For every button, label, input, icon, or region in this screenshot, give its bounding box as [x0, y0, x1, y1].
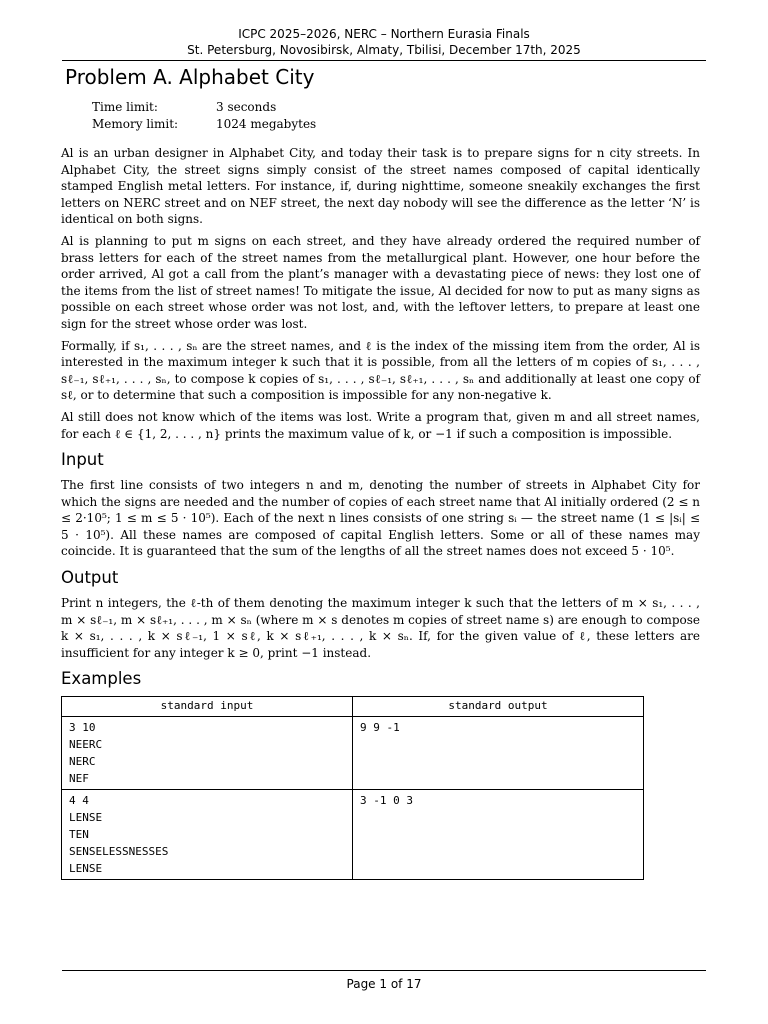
time-limit-label: Time limit:	[92, 100, 158, 114]
problem-title: Problem A. Alphabet City	[65, 65, 315, 89]
contest-title: ICPC 2025–2026, NERC – Northern Eurasia Finals	[238, 27, 530, 41]
table-row	[62, 790, 644, 880]
input-heading: Input	[61, 450, 104, 470]
example-line: NEF	[69, 772, 89, 786]
output-paragraph: Print n integers, the ℓ-th of them denoting the maximum integer k such that the letters of m × s₁, . . . , m × sℓ₋₁, m × sℓ₊₁, . . . , m × sₙ (where m × s denotes m copies of street name s) are enough to compose k × s₁, . . . , k × sℓ₋₁, 1 × sℓ, k × sℓ₊₁, . . . , k × sₙ. If, for the given value of ℓ, these letters are insufficient for any integer k ≥ 0, print −1 instead.	[61, 596, 700, 660]
example-line: 4 4	[69, 794, 89, 808]
statement-paragraph: Al is an urban designer in Alphabet City, and today their task is to prepare signs for n city streets. In Alphabet City, the street signs simply consist of the street names composed of capital identically stamped English metal letters. For instance, if, during nighttime, someone sneakily exchanges the first letters on NERC street and on NEF street, the next day nobody will see the difference as the letter ‘N’ is identical on both signs.	[61, 146, 700, 227]
examples-table	[61, 696, 644, 880]
memory-limit-label: Memory limit:	[92, 117, 179, 131]
example-line: 9 9 -1	[360, 721, 400, 735]
page-header	[0, 26, 768, 58]
example-line: NEERC	[69, 738, 103, 752]
footer-rule	[62, 970, 706, 971]
statement-paragraph: Al is planning to put m signs on each street, and they have already ordered the required number of brass letters for each of the street names from the metallurgical plant. However, one hour before the order arrived, Al got a call from the plant’s manager with a devastating piece of news: they lost one of the items from the list of street names! To mitigate the issue, Al decided for now to put as many signs as possible on each street whose order was not lost, and, with the leftover letters, to prepare at least one sign for the street whose order was lost.	[61, 233, 700, 331]
limits-block	[92, 99, 316, 133]
examples-heading: Examples	[61, 669, 142, 689]
table-row	[62, 717, 644, 790]
example-line: 3 -1 0 3	[360, 794, 413, 808]
page-footer: Page 1 of 17	[346, 977, 422, 991]
example-output-cell	[353, 717, 644, 790]
example-input-cell	[62, 790, 353, 880]
example-line: LENSE	[69, 862, 103, 876]
example-line: 3 10	[69, 721, 96, 735]
output-heading: Output	[61, 568, 119, 588]
example-output-cell	[353, 790, 644, 880]
example-line: TEN	[69, 828, 89, 842]
input-paragraph: The first line consists of two integers n and m, denoting the number of streets in Alphabet City for which the signs are needed and the number of copies of each street name that Al initially ordered (2 ≤ n ≤ 2·10⁵; 1 ≤ m ≤ 5 · 10⁵). Each of the next n lines consists of one string sᵢ — the street name (1 ≤ |sᵢ| ≤ 5 · 10⁵). All these names are composed of capital English letters. Some or all of these names may coincide. It is guaranteed that the sum of the lengths of all the street names does not exceed 5 · 10⁵.	[61, 478, 700, 559]
problem-body	[61, 145, 700, 880]
standard-input-header: standard input	[62, 697, 353, 717]
contest-venue: St. Petersburg, Novosibirsk, Almaty, Tbilisi, December 17th, 2025	[187, 43, 581, 57]
header-rule	[62, 60, 706, 61]
statement-paragraph: Al still does not know which of the items was lost. Write a program that, given m and all street names, for each ℓ ∈ {1, 2, . . . , n} prints the maximum value of k, or −1 if such a composition is impossible.	[61, 409, 700, 441]
example-line: NERC	[69, 755, 96, 769]
example-line: SENSELESSNESSES	[69, 845, 169, 859]
example-line: LENSE	[69, 811, 103, 825]
time-limit-value: 3 seconds	[216, 100, 277, 114]
memory-limit-value: 1024 megabytes	[216, 117, 317, 131]
example-input-cell	[62, 717, 353, 790]
standard-output-header: standard output	[353, 697, 644, 717]
statement-paragraph: Formally, if s₁, . . . , sₙ are the street names, and ℓ is the index of the missing item from the order, Al is interested in the maximum integer k such that it is possible, from all the letters of m copies of s₁, . . . , sℓ₋₁, sℓ₊₁, . . . , sₙ, to compose k copies of s₁, . . . , sℓ₋₁, sℓ₊₁, . . . , sₙ and additionally at least one copy of sℓ, or to determine that such a composition is impossible for any non-negative k.	[61, 338, 700, 403]
